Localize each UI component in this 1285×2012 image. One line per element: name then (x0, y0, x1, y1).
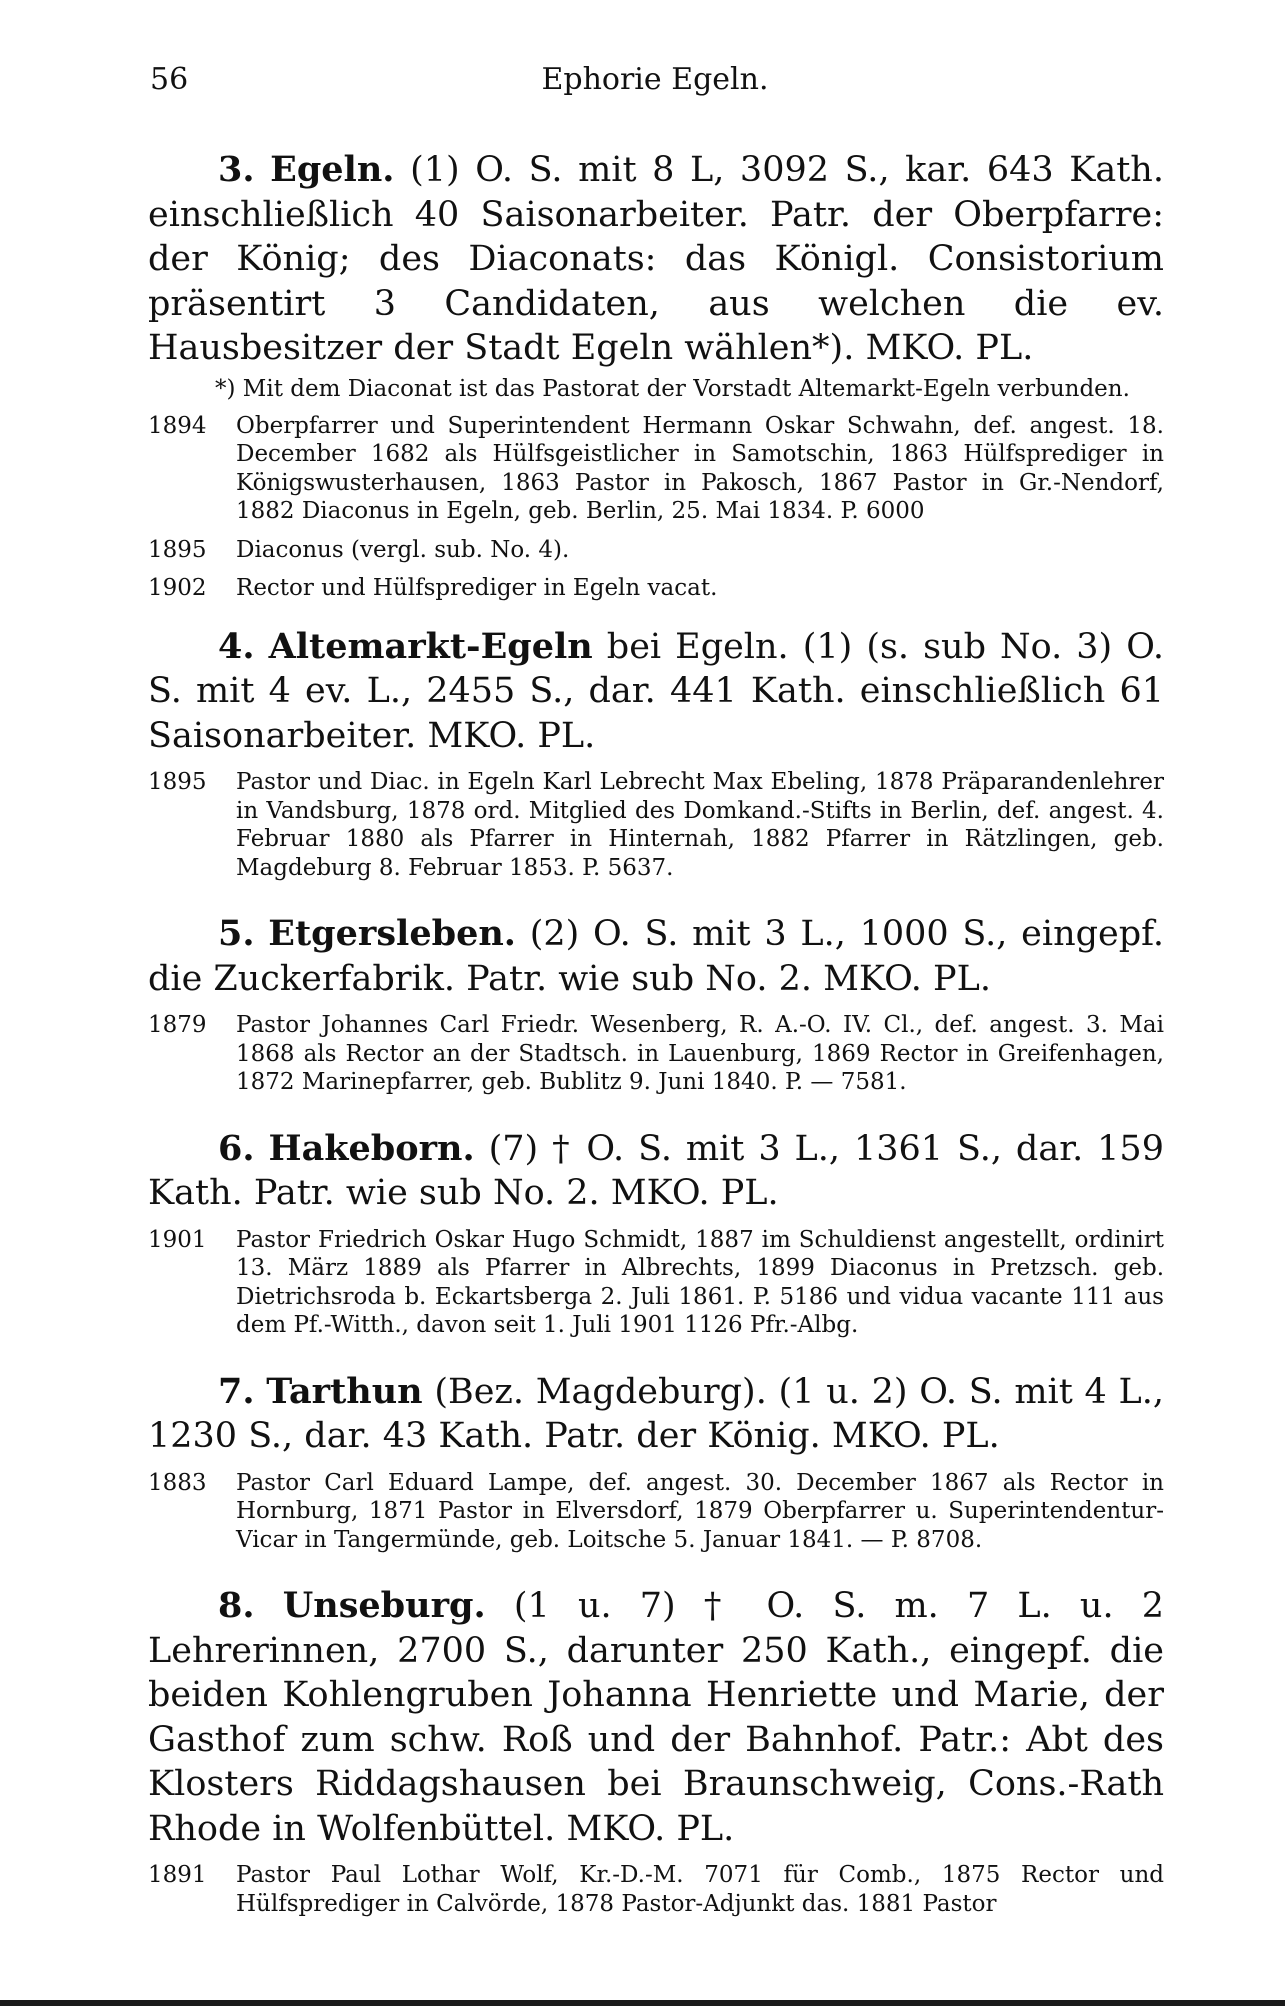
entry-year: 1879 (148, 1012, 207, 1038)
parish-description: (Bez. Magdeburg). (1 u. 2) O. S. mit 4 L., 1230 S., dar. 43 Kath. Patr. der König. MKO. PL. (148, 1371, 1164, 1456)
parish-name: Unseburg. (282, 1585, 486, 1626)
entry-text: Pastor Paul Lothar Wolf, Kr.-D.-M. 7071 für Comb., 1875 Rector und Hülfsprediger in Calvörde, 1878 Pastor-Adjunkt das. 1881 Pastor (236, 1862, 1164, 1917)
parish-entry (148, 625, 1164, 759)
pastor-entry (148, 1011, 1164, 1097)
footnote: *) Mit dem Diaconat ist das Pastorat der Vorstadt Altemarkt-Egeln verbunden. (215, 375, 1130, 402)
parish-description: (1) O. S. mit 8 L, 3092 S., kar. 643 Kath. einschließlich 40 Saisonarbeiter. Patr. der Oberpfarre: der König; des Diaconats: das Königl. Consistorium präsentirt 3 Candidaten, aus welchen die ev. Hausbesitzer der Stadt Egeln wählen*). MKO. PL. (148, 150, 1164, 368)
parish-name: Hakeborn. (268, 1127, 475, 1169)
parish-entry (148, 1370, 1164, 1459)
parish-number: 7. (218, 1370, 255, 1412)
bottom-rule (0, 2000, 1285, 2006)
pastor-entry (148, 536, 1164, 565)
parish-number: 5. (218, 913, 255, 954)
parish-description: (1 u. 7) † O. S. m. 7 L. u. 2 Lehrerinnen, 2700 S., darunter 250 Kath., eingepf. die beiden Kohlengruben Johanna Henriette und Marie, der Gasthof zum schw. Roß und der Bahnhof. Patr.: Abt des Klosters Riddagshausen bei Braunschweig, Cons.-Rath Rhode in Wolfenbüttel. MKO. PL. (148, 1586, 1164, 1849)
parish-number: 4. (218, 625, 255, 667)
parish-name: Etgersleben. (268, 913, 516, 954)
entry-year: 1894 (148, 412, 207, 439)
pastor-entry (148, 1861, 1164, 1918)
pastor-entry (148, 1469, 1164, 1555)
entry-year: 1883 (148, 1469, 207, 1496)
page-header (150, 62, 1160, 102)
page-number: 56 (150, 62, 189, 97)
parish-name: Egeln. (270, 149, 395, 190)
entry-text: Diaconus (vergl. sub. No. 4). (236, 536, 570, 563)
entry-year: 1901 (148, 1226, 207, 1253)
entry-year: 1902 (148, 575, 207, 601)
entry-text: Pastor Friedrich Oskar Hugo Schmidt, 1887 im Schuldienst angestellt, ordinirt 13. März 1889 als Pfarrer in Albrechts, 1899 Diaconus in Pretzsch. geb. Dietrichsroda b. Eckartsberga 2. Juli 1861. P. 5186 und vidua vacante 111 aus dem Pf.-Witth., davon seit 1. Juli 1901 1126 Pfr.-Albg. (236, 1226, 1164, 1338)
parish-entry (148, 1127, 1164, 1216)
parish-entry (148, 912, 1164, 1001)
pastor-entry (148, 1226, 1164, 1340)
parish-description: (7) † O. S. mit 3 L., 1361 S., dar. 159 Kath. Patr. wie sub No. 2. MKO. PL. (148, 1128, 1164, 1213)
parish-entry (148, 148, 1164, 371)
pastor-entry (148, 412, 1164, 526)
entry-text: Oberpfarrer und Superintendent Hermann Oskar Schwahn, def. angest. 18. December 1682 als Hülfsgeistlicher in Samotschin, 1863 Hülfsprediger in Königswusterhausen, 1863 Pastor in Pakosch, 1867 Pastor in Gr.-Nendorf, 1882 Diaconus in Egeln, geb. Berlin, 25. Mai 1834. P. 6000 (236, 412, 1164, 524)
parish-name: Tarthun (266, 1370, 423, 1412)
parish-description: bei Egeln. (1) (s. sub No. 3) O. S. mit 4 ev. L., 2455 S., dar. 441 Kath. einschließlich 61 Saisonarbeiter. MKO. PL. (148, 626, 1164, 756)
running-title: Ephorie Egeln. (541, 62, 769, 97)
parish-description: (2) O. S. mit 3 L., 1000 S., eingepf. die Zuckerfabrik. Patr. wie sub No. 2. MKO. PL. (148, 914, 1164, 999)
page-body (148, 148, 1164, 1918)
entry-year: 1895 (148, 536, 207, 563)
pastor-entry (148, 574, 1164, 603)
entry-text: Pastor und Diac. in Egeln Karl Lebrecht Max Ebeling, 1878 Präparandenlehrer in Vandsburg, 1878 ord. Mitglied des Domkand.-Stifts in Berlin, def. angest. 4. Februar 1880 als Pfarrer in Hinternah, 1882 Pfarrer in Rätzlingen, geb. Magdeburg 8. Februar 1853. P. 5637. (236, 769, 1164, 881)
entry-text: Pastor Johannes Carl Friedr. Wesenberg, R. A.-O. IV. Cl., def. angest. 3. Mai 1868 als Rector an der Stadtsch. in Lauenburg, 1869 Rector in Greifenhagen, 1872 Marinepfarrer, geb. Bublitz 9. Juni 1840. P. — 7581. (236, 1012, 1164, 1095)
parish-number: 6. (218, 1127, 255, 1169)
entry-year: 1895 (148, 769, 207, 795)
parish-number: 8. (218, 1585, 255, 1626)
parish-number: 3. (218, 149, 255, 190)
pastor-entry (148, 768, 1164, 882)
entry-year: 1891 (148, 1862, 207, 1888)
parish-entry (148, 1584, 1164, 1851)
entry-text: Rector und Hülfsprediger in Egeln vacat. (236, 575, 718, 601)
entry-text: Pastor Carl Eduard Lampe, def. angest. 30. December 1867 als Rector in Hornburg, 1871 Pastor in Elversdorf, 1879 Oberpfarrer u. Superintendentur-Vicar in Tangermünde, geb. Loitsche 5. Januar 1841. — P. 8708. (236, 1469, 1164, 1553)
parish-name: Altemarkt-Egeln (268, 625, 593, 667)
